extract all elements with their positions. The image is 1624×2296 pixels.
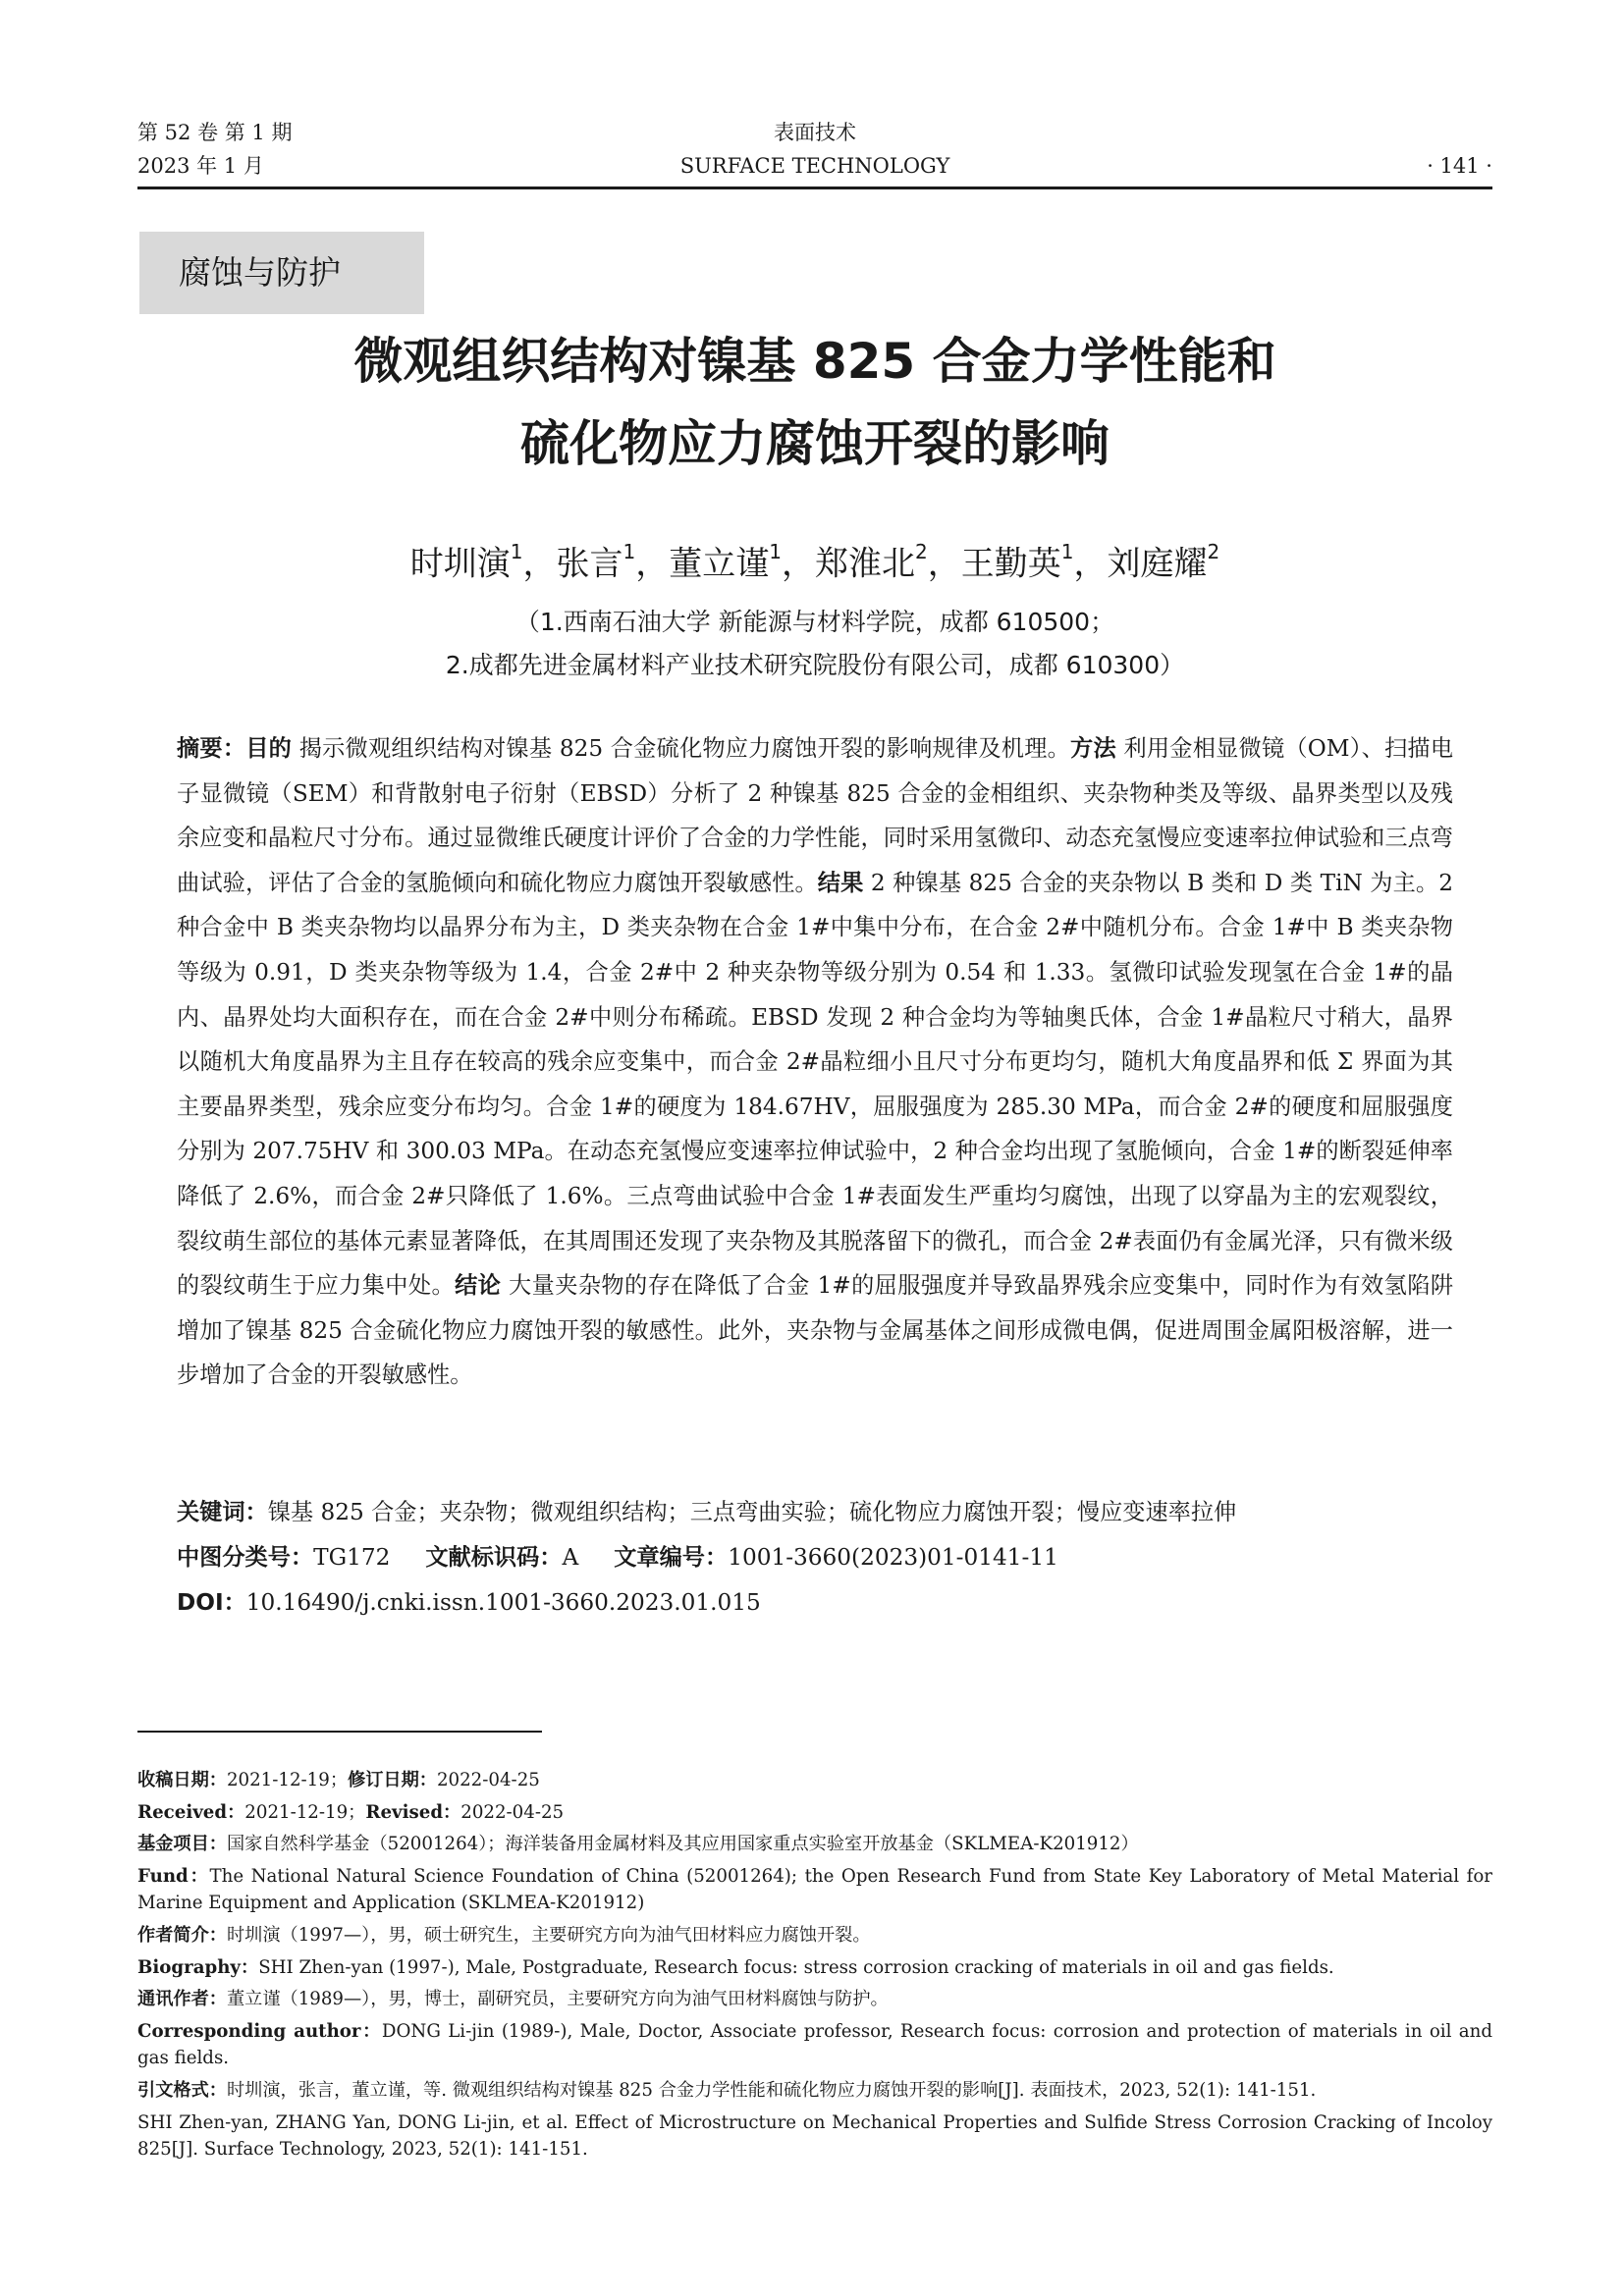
biography-en: Biography：SHI Zhen-yan (1997-), Male, Postgraduate, Research focus: stress corrosion cracking of materials in oil and gas fields. — [137, 1956, 1334, 1978]
volume-issue: 第 52 卷 第 1 期 — [137, 121, 293, 144]
author-name: 王勤英 — [960, 544, 1061, 584]
clc-label: 中图分类号： — [177, 1544, 314, 1571]
objective-text: 揭示微观组织结构对镍基 825 合金硫化物应力腐蚀开裂的影响规律及机理。 — [292, 735, 1071, 762]
footnotes — [137, 1767, 1492, 2168]
author-name: 时圳演 — [409, 544, 511, 584]
author-name: 刘庭耀 — [1107, 544, 1208, 584]
doi-line — [177, 1580, 1453, 1626]
abstract-label: 摘要： — [177, 735, 246, 762]
results-label: 结果 — [817, 869, 864, 896]
fund-cn: 基金项目：国家自然科学基金（52001264）；海洋装备用金属材料及其应用国家重点实验室开放基金（SKLMEA-K201912） — [137, 1834, 1139, 1855]
author-separator: ， — [522, 544, 557, 584]
author-affiliation-mark: 1 — [1060, 540, 1074, 563]
author-list — [137, 528, 1492, 591]
corresponding-author-cn: 通讯作者：董立谨（1989—），男，博士，副研究员，主要研究方向为油气田材料腐蚀与防护。 — [137, 1989, 889, 2010]
biography-cn: 作者简介：时圳演（1997—），男，硕士研究生，主要研究方向为油气田材料应力腐蚀开裂。 — [137, 1924, 871, 1946]
methods-label: 方法 — [1070, 735, 1116, 762]
keywords — [177, 1490, 1453, 1535]
author-affiliation-mark: 1 — [769, 540, 782, 563]
page-number: · 141 · — [1427, 154, 1492, 178]
footnote-rule — [137, 1731, 542, 1733]
doi-label: DOI： — [177, 1589, 246, 1616]
author-separator: ， — [1073, 544, 1108, 584]
running-header — [137, 116, 1492, 185]
fund-en: Fund：The National Natural Science Foundation of China (52001264); the Open Research Fund from State Key Laboratory of Metal Material for Marine Equipment and Application (SKLMEA-K201912) — [137, 1865, 1492, 1914]
classification-line — [177, 1535, 1453, 1580]
title-line-1: 微观组织结构对镍基 825 合金力学性能和 — [353, 333, 1276, 390]
received-date-cn: 收稿日期：2021-12-19；修订日期：2022-04-25 — [137, 1770, 540, 1790]
clc-value: TG172 — [313, 1544, 391, 1571]
author-name: 张言 — [556, 544, 623, 584]
received-date-en: Received：2021-12-19；Revised：2022-04-25 — [137, 1801, 565, 1823]
results-text: 2 种镍基 825 合金的夹杂物以 B 类和 D 类 TiN 为主。2 种合金中 B 类夹杂物均以晶界分布为主，D 类夹杂物在合金 1#中集中分布，在合金 2#中随机分布。合金 1#中 B 类夹杂物等级为 0.91，D 类夹杂物等级为 1.4，合金 2#中 2 种夹杂物等级分别为 0.54 和 1.33。氢微印试验发现氢在合金 1#的晶内、晶界处均大面积存在，而在合金 2#中则分布稀疏。EBSD 发现 2 种合金均为等轴奥氏体，合金 1#晶粒尺寸稍大，晶界以随机大角度晶界为主且存在较高的残余应变集中，而合金 2#晶粒细小且尺寸分布更均匀，随机大角度晶界和低 Σ 界面为其主要晶界类型，残余应变分布均匀。合金 1#的硬度为 184.67HV，屈服强度为 285.30 MPa，而合金 2#的硬度和屈服强度分别为 207.75HV 和 300.03 MPa。在动态充氢慢应变速率拉伸试验中，2 种合金均出现了氢脆倾向，合金 1#的断裂延伸率降低了 2.6%，而合金 2#只降低了 1.6%。三点弯曲试验中合金 1#表面发生严重均匀腐蚀，出现了以穿晶为主的宏观裂纹，裂纹萌生部位的基体元素显著降低，在其周围还发现了夹杂物及其脱落留下的微孔，而合金 2#表面仍有金属光泽，只有微米级的裂纹萌生于应力集中处。 — [177, 869, 1454, 1300]
author-separator: ， — [927, 544, 961, 584]
methods-text: 利用金相显微镜（OM）、扫描电子显微镜（SEM）和背散射电子衍射（EBSD）分析了 2 种镍基 825 合金的金相组织、夹杂物种类及等级、晶界类型以及残余应变和晶粒尺寸分布。通过显微维氏硬度计评价了合金的力学性能，同时采用氢微印、动态充氢慢应变速率拉伸试验和三点弯曲试验，评估了合金的氢脆倾向和硫化物应力腐蚀开裂敏感性。 — [177, 735, 1454, 896]
journal-name-en: SURFACE TECHNOLOGY — [679, 154, 950, 178]
title-line-2: 硫化物应力腐蚀开裂的影响 — [520, 415, 1110, 472]
objective-label: 目的 — [245, 735, 293, 762]
document-code-label: 文献标识码： — [425, 1544, 563, 1571]
conclusion-label: 结论 — [455, 1272, 502, 1300]
paper-title — [137, 320, 1492, 485]
document-code-value: A — [562, 1544, 579, 1571]
author-affiliation-mark: 1 — [510, 540, 523, 563]
author-affiliation-mark: 1 — [623, 540, 636, 563]
header-rule — [137, 187, 1492, 189]
author-name: 郑淮北 — [815, 544, 915, 584]
affiliation-line-2: 2.成都先进金属材料产业技术研究院股份有限公司，成都 610300） — [445, 651, 1185, 679]
section-tag: 腐蚀与防护 — [139, 232, 424, 314]
affiliations — [137, 601, 1492, 687]
article-number-label: 文章编号： — [614, 1544, 729, 1571]
author-name: 董立谨 — [669, 544, 770, 584]
author-separator: ， — [782, 544, 815, 584]
issue-date: 2023 年 1 月 — [137, 154, 264, 178]
citation-en: SHI Zhen-yan, ZHANG Yan, DONG Li-jin, et al. Effect of Microstructure on Mechanical Properties and Sulfide Stress Corrosion Cracking of Incoloy 825[J]. Surface Technology, 2023, 52(1): 141-151. — [137, 2111, 1492, 2161]
corresponding-author-en: Corresponding author：DONG Li-jin (1989-), Male, Doctor, Associate professor, Research focus: corrosion and protection of materials in oil and gas fields. — [137, 2020, 1492, 2069]
citation-cn: 引文格式：时圳演，张言，董立谨，等. 微观组织结构对镍基 825 合金力学性能和硫化物应力腐蚀开裂的影响[J]. 表面技术，2023, 52(1): 141-151. — [137, 2079, 1317, 2101]
article-number-value: 1001-3660(2023)01-0141-11 — [728, 1544, 1058, 1571]
abstract — [177, 726, 1453, 1398]
journal-name-cn: 表面技术 — [774, 121, 856, 144]
keywords-label: 关键词： — [177, 1499, 268, 1525]
author-affiliation-mark: 2 — [915, 540, 928, 563]
doi-value: 10.16490/j.cnki.issn.1001-3660.2023.01.015 — [245, 1589, 761, 1616]
author-separator: ， — [635, 544, 670, 584]
keywords-text: 镍基 825 合金；夹杂物；微观组织结构；三点弯曲实验；硫化物应力腐蚀开裂；慢应变速率拉伸 — [267, 1499, 1237, 1525]
author-affiliation-mark: 2 — [1207, 540, 1220, 563]
header-center — [137, 116, 1492, 183]
conclusion-text: 大量夹杂物的存在降低了合金 1#的屈服强度并导致晶界残余应变集中，同时作为有效氢陷阱增加了镍基 825 合金硫化物应力腐蚀开裂的敏感性。此外，夹杂物与金属基体之间形成微电偶，促进周围金属阳极溶解，进一步增加了合金的开裂敏感性。 — [177, 1272, 1454, 1389]
affiliation-line-1: （1.西南石油大学 新能源与材料学院，成都 610500； — [514, 608, 1115, 636]
